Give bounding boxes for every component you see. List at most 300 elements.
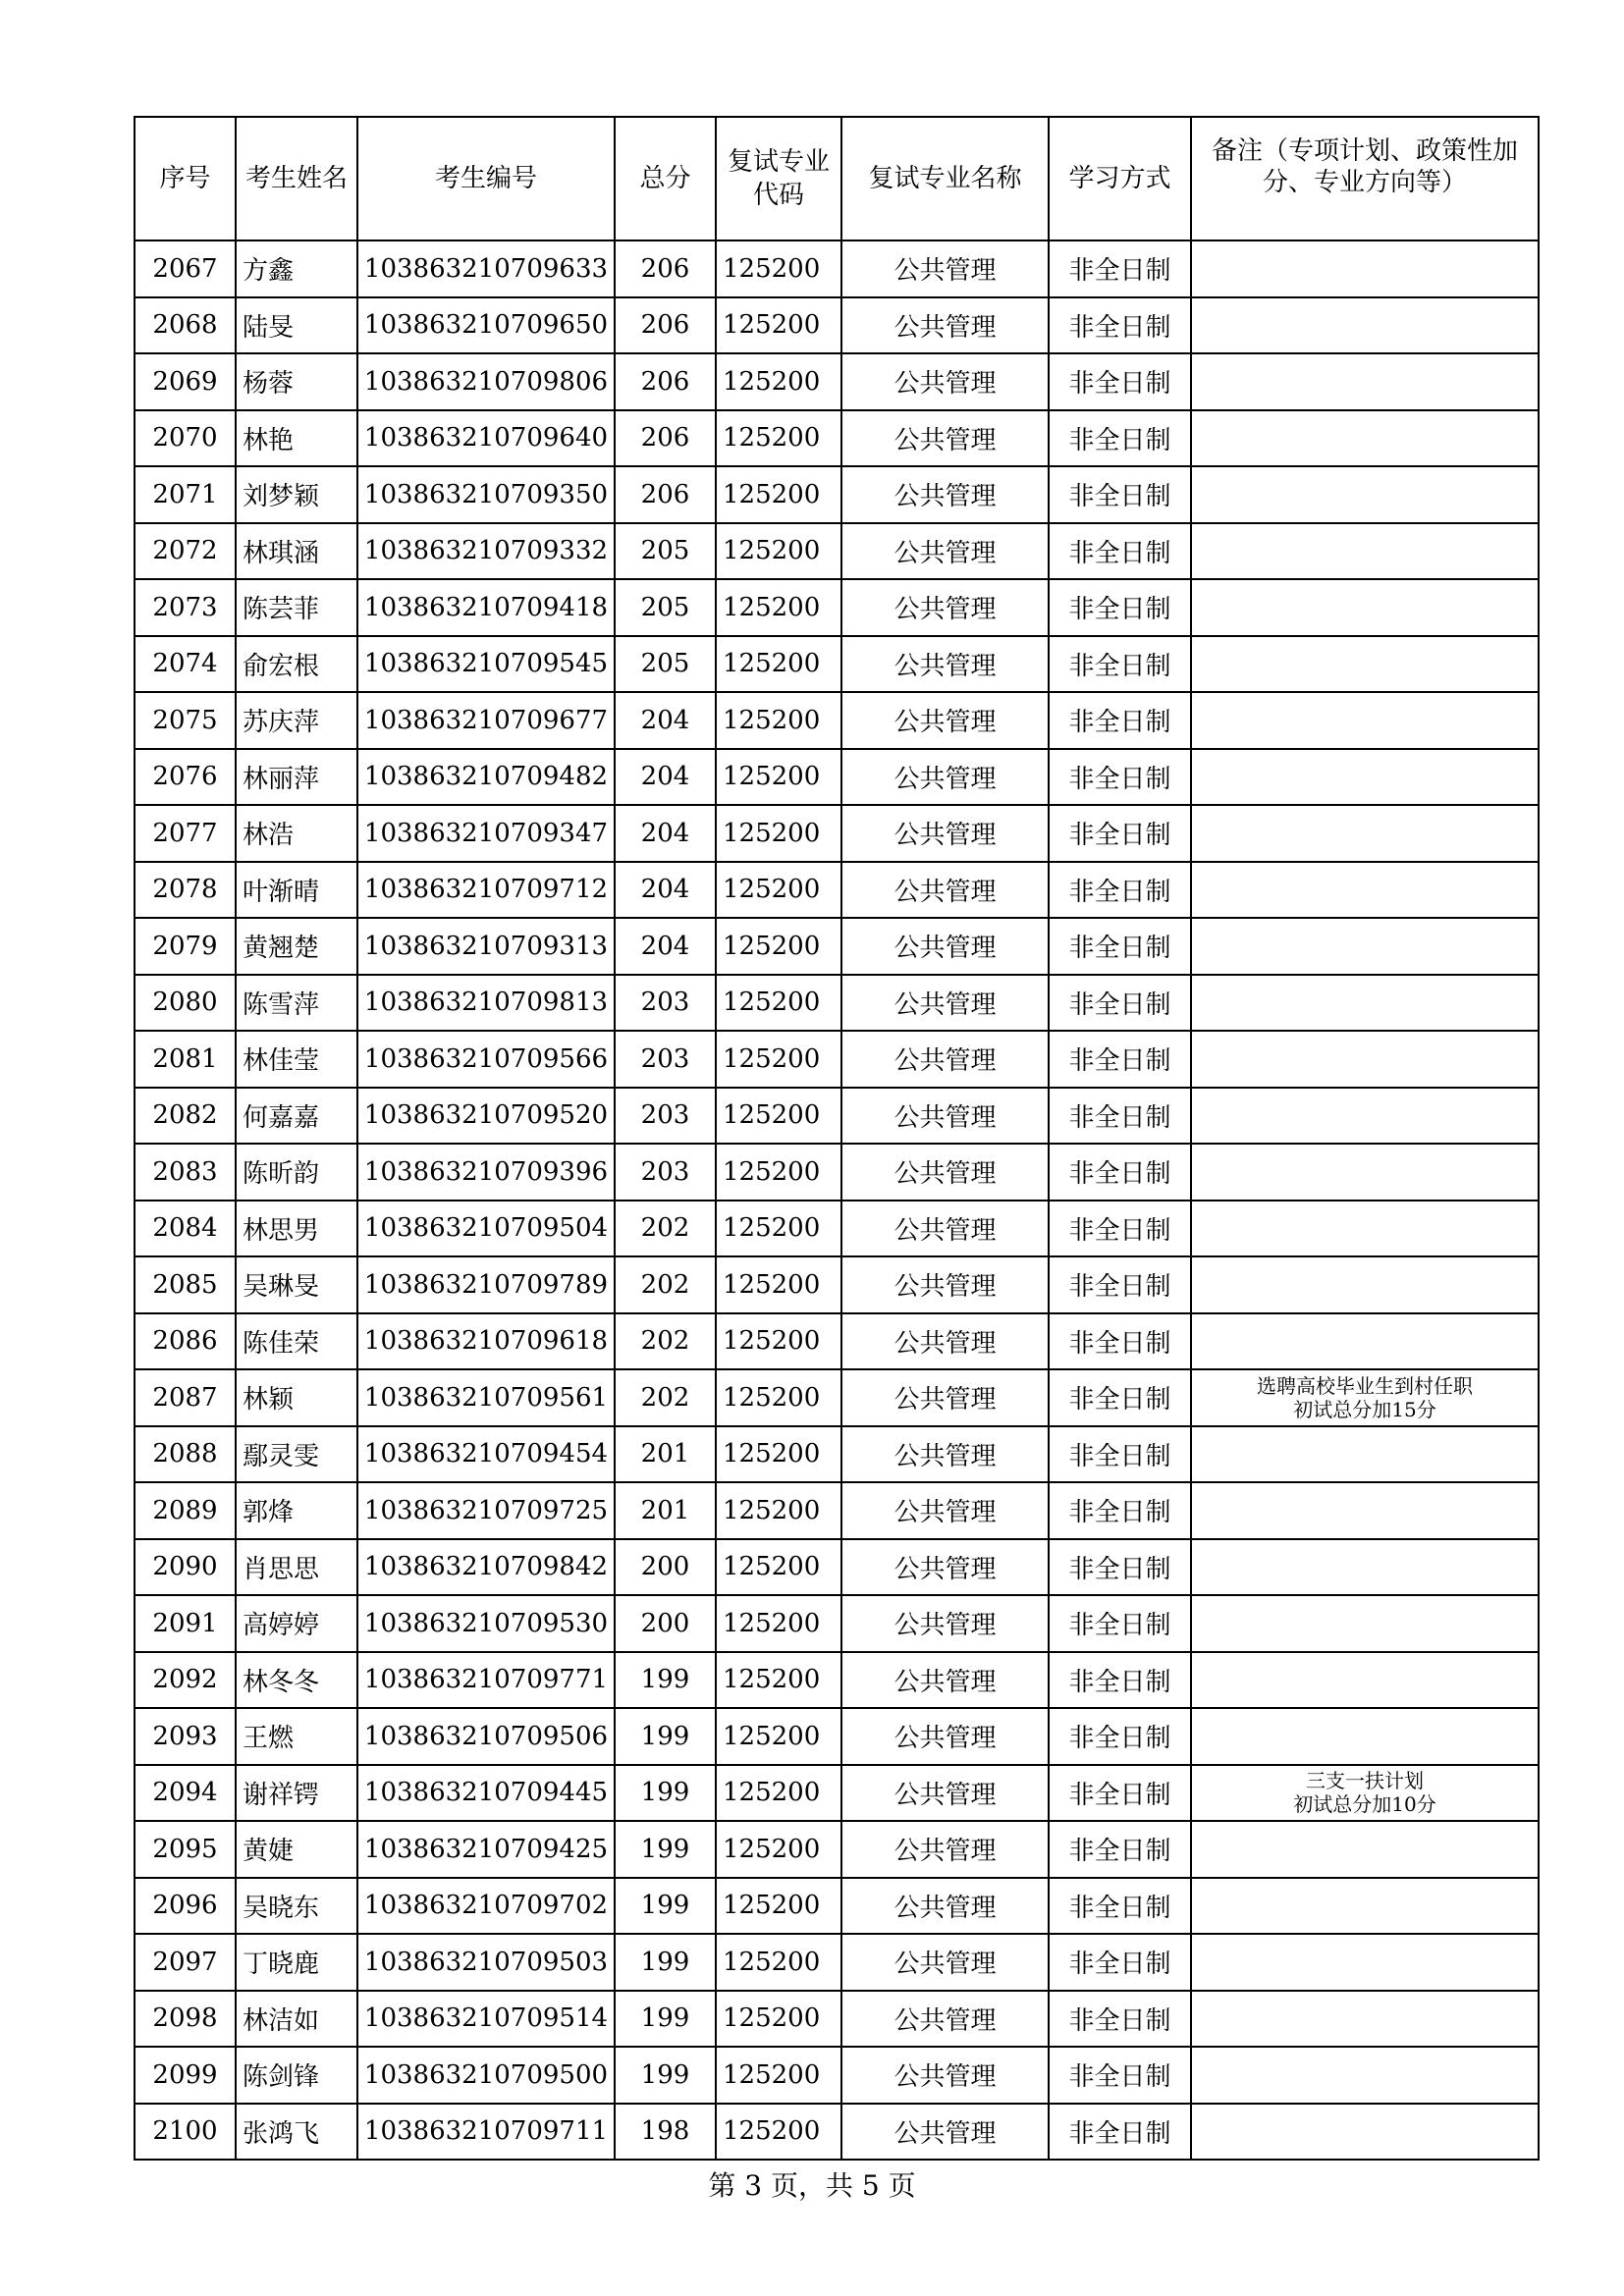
cell-score: 204 bbox=[615, 918, 716, 975]
table-body bbox=[135, 240, 1539, 2160]
table-row bbox=[135, 749, 1539, 806]
cell-name: 杨蓉 bbox=[236, 353, 357, 410]
cell-id: 103863210709711 bbox=[357, 2104, 615, 2161]
cell-major-name: 公共管理 bbox=[841, 410, 1049, 467]
cell-major-name: 公共管理 bbox=[841, 1991, 1049, 2048]
cell-remarks bbox=[1191, 523, 1539, 580]
header-study-mode: 学习方式 bbox=[1049, 117, 1191, 240]
table-row bbox=[135, 240, 1539, 297]
cell-remarks bbox=[1191, 1426, 1539, 1483]
cell-id: 103863210709530 bbox=[357, 1595, 615, 1652]
table-row bbox=[135, 523, 1539, 580]
cell-major-name: 公共管理 bbox=[841, 240, 1049, 297]
cell-major-code: 125200 bbox=[716, 1482, 841, 1539]
cell-name: 林颖 bbox=[236, 1369, 357, 1426]
cell-major-name: 公共管理 bbox=[841, 918, 1049, 975]
table-row bbox=[135, 579, 1539, 636]
cell-major-name: 公共管理 bbox=[841, 975, 1049, 1032]
cell-id: 103863210709482 bbox=[357, 749, 615, 806]
cell-seq: 2072 bbox=[135, 523, 236, 580]
cell-score: 203 bbox=[615, 1031, 716, 1088]
cell-id: 103863210709725 bbox=[357, 1482, 615, 1539]
cell-study-mode: 非全日制 bbox=[1049, 1539, 1191, 1596]
cell-score: 206 bbox=[615, 410, 716, 467]
cell-major-code: 125200 bbox=[716, 1201, 841, 1257]
cell-major-code: 125200 bbox=[716, 692, 841, 749]
cell-major-name: 公共管理 bbox=[841, 1088, 1049, 1145]
table-row bbox=[135, 1201, 1539, 1257]
cell-study-mode: 非全日制 bbox=[1049, 1821, 1191, 1878]
cell-seq: 2091 bbox=[135, 1595, 236, 1652]
table-row bbox=[135, 805, 1539, 862]
cell-score: 206 bbox=[615, 353, 716, 410]
cell-name: 刘梦颖 bbox=[236, 466, 357, 523]
cell-major-code: 125200 bbox=[716, 1256, 841, 1313]
cell-id: 103863210709347 bbox=[357, 805, 615, 862]
cell-id: 103863210709842 bbox=[357, 1539, 615, 1596]
cell-study-mode: 非全日制 bbox=[1049, 2047, 1191, 2104]
cell-seq: 2071 bbox=[135, 466, 236, 523]
cell-remarks bbox=[1191, 240, 1539, 297]
table-row bbox=[135, 410, 1539, 467]
cell-study-mode: 非全日制 bbox=[1049, 749, 1191, 806]
cell-major-code: 125200 bbox=[716, 579, 841, 636]
cell-id: 103863210709504 bbox=[357, 1201, 615, 1257]
cell-major-code: 125200 bbox=[716, 523, 841, 580]
cell-remarks bbox=[1191, 1934, 1539, 1991]
cell-study-mode: 非全日制 bbox=[1049, 1031, 1191, 1088]
cell-id: 103863210709813 bbox=[357, 975, 615, 1032]
table-row bbox=[135, 2047, 1539, 2104]
cell-study-mode: 非全日制 bbox=[1049, 918, 1191, 975]
cell-score: 199 bbox=[615, 1765, 716, 1822]
cell-remarks bbox=[1191, 1313, 1539, 1370]
table-row bbox=[135, 466, 1539, 523]
cell-major-name: 公共管理 bbox=[841, 1765, 1049, 1822]
cell-id: 103863210709445 bbox=[357, 1765, 615, 1822]
cell-score: 199 bbox=[615, 1821, 716, 1878]
cell-major-code: 125200 bbox=[716, 353, 841, 410]
table-row bbox=[135, 297, 1539, 354]
cell-score: 199 bbox=[615, 2047, 716, 2104]
cell-remarks bbox=[1191, 1595, 1539, 1652]
cell-study-mode: 非全日制 bbox=[1049, 862, 1191, 919]
cell-remarks bbox=[1191, 466, 1539, 523]
cell-id: 103863210709633 bbox=[357, 240, 615, 297]
cell-remarks bbox=[1191, 1144, 1539, 1201]
cell-remarks bbox=[1191, 1821, 1539, 1878]
cell-id: 103863210709566 bbox=[357, 1031, 615, 1088]
cell-remarks bbox=[1191, 297, 1539, 354]
cell-study-mode: 非全日制 bbox=[1049, 1708, 1191, 1765]
cell-study-mode: 非全日制 bbox=[1049, 1652, 1191, 1709]
cell-seq: 2077 bbox=[135, 805, 236, 862]
cell-id: 103863210709396 bbox=[357, 1144, 615, 1201]
cell-name: 鄢灵雯 bbox=[236, 1426, 357, 1483]
cell-major-code: 125200 bbox=[716, 1934, 841, 1991]
cell-seq: 2096 bbox=[135, 1878, 236, 1935]
cell-id: 103863210709418 bbox=[357, 579, 615, 636]
table-row bbox=[135, 1144, 1539, 1201]
table-row bbox=[135, 636, 1539, 693]
table-row bbox=[135, 1482, 1539, 1539]
cell-score: 199 bbox=[615, 1652, 716, 1709]
cell-id: 103863210709545 bbox=[357, 636, 615, 693]
cell-seq: 2079 bbox=[135, 918, 236, 975]
cell-id: 103863210709454 bbox=[357, 1426, 615, 1483]
cell-name: 苏庆萍 bbox=[236, 692, 357, 749]
header-remarks: 备注（专项计划、政策性加分、专业方向等） bbox=[1191, 117, 1539, 240]
cell-remarks bbox=[1191, 1088, 1539, 1145]
cell-major-name: 公共管理 bbox=[841, 1821, 1049, 1878]
cell-remarks bbox=[1191, 636, 1539, 693]
table-row bbox=[135, 1934, 1539, 1991]
cell-major-name: 公共管理 bbox=[841, 297, 1049, 354]
cell-study-mode: 非全日制 bbox=[1049, 1313, 1191, 1370]
cell-major-code: 125200 bbox=[716, 1708, 841, 1765]
cell-major-name: 公共管理 bbox=[841, 1031, 1049, 1088]
cell-score: 201 bbox=[615, 1482, 716, 1539]
cell-remarks bbox=[1191, 579, 1539, 636]
cell-study-mode: 非全日制 bbox=[1049, 466, 1191, 523]
cell-major-code: 125200 bbox=[716, 1652, 841, 1709]
cell-study-mode: 非全日制 bbox=[1049, 1256, 1191, 1313]
cell-major-code: 125200 bbox=[716, 240, 841, 297]
cell-score: 205 bbox=[615, 523, 716, 580]
cell-id: 103863210709702 bbox=[357, 1878, 615, 1935]
cell-major-name: 公共管理 bbox=[841, 1313, 1049, 1370]
cell-major-name: 公共管理 bbox=[841, 1934, 1049, 1991]
cell-score: 199 bbox=[615, 1991, 716, 2048]
header-seq: 序号 bbox=[135, 117, 236, 240]
cell-name: 陈雪萍 bbox=[236, 975, 357, 1032]
cell-study-mode: 非全日制 bbox=[1049, 636, 1191, 693]
cell-remarks bbox=[1191, 1878, 1539, 1935]
cell-score: 200 bbox=[615, 1539, 716, 1596]
cell-score: 202 bbox=[615, 1201, 716, 1257]
cell-seq: 2086 bbox=[135, 1313, 236, 1370]
cell-name: 林艳 bbox=[236, 410, 357, 467]
cell-score: 203 bbox=[615, 975, 716, 1032]
cell-name: 陈芸菲 bbox=[236, 579, 357, 636]
cell-name: 陈佳荣 bbox=[236, 1313, 357, 1370]
cell-major-name: 公共管理 bbox=[841, 1539, 1049, 1596]
cell-score: 206 bbox=[615, 297, 716, 354]
cell-name: 林思男 bbox=[236, 1201, 357, 1257]
cell-name: 方鑫 bbox=[236, 240, 357, 297]
cell-name: 谢祥锷 bbox=[236, 1765, 357, 1822]
cell-score: 201 bbox=[615, 1426, 716, 1483]
cell-id: 103863210709640 bbox=[357, 410, 615, 467]
cell-score: 205 bbox=[615, 636, 716, 693]
cell-major-name: 公共管理 bbox=[841, 1369, 1049, 1426]
cell-seq: 2080 bbox=[135, 975, 236, 1032]
cell-remarks bbox=[1191, 975, 1539, 1032]
cell-seq: 2088 bbox=[135, 1426, 236, 1483]
cell-remarks bbox=[1191, 1031, 1539, 1088]
cell-score: 204 bbox=[615, 692, 716, 749]
cell-id: 103863210709425 bbox=[357, 1821, 615, 1878]
cell-name: 高婷婷 bbox=[236, 1595, 357, 1652]
cell-name: 陈昕韵 bbox=[236, 1144, 357, 1201]
cell-major-code: 125200 bbox=[716, 975, 841, 1032]
cell-study-mode: 非全日制 bbox=[1049, 805, 1191, 862]
cell-id: 103863210709677 bbox=[357, 692, 615, 749]
cell-major-code: 125200 bbox=[716, 862, 841, 919]
cell-seq: 2084 bbox=[135, 1201, 236, 1257]
cell-major-name: 公共管理 bbox=[841, 1201, 1049, 1257]
table-row bbox=[135, 2104, 1539, 2161]
cell-seq: 2100 bbox=[135, 2104, 236, 2161]
cell-name: 林琪涵 bbox=[236, 523, 357, 580]
cell-remarks bbox=[1191, 1991, 1539, 2048]
cell-major-code: 125200 bbox=[716, 1539, 841, 1596]
cell-remarks: 三支一扶计划 初试总分加10分 bbox=[1191, 1765, 1539, 1822]
cell-remarks bbox=[1191, 2104, 1539, 2161]
cell-score: 203 bbox=[615, 1144, 716, 1201]
cell-major-name: 公共管理 bbox=[841, 2104, 1049, 2161]
table-row bbox=[135, 1426, 1539, 1483]
cell-remarks bbox=[1191, 1652, 1539, 1709]
cell-major-code: 125200 bbox=[716, 749, 841, 806]
cell-score: 199 bbox=[615, 1934, 716, 1991]
header-id: 考生编号 bbox=[357, 117, 615, 240]
header-row bbox=[135, 117, 1539, 240]
cell-id: 103863210709520 bbox=[357, 1088, 615, 1145]
cell-major-code: 125200 bbox=[716, 410, 841, 467]
cell-major-code: 125200 bbox=[716, 636, 841, 693]
table-row bbox=[135, 1765, 1539, 1822]
cell-remarks bbox=[1191, 862, 1539, 919]
cell-id: 103863210709806 bbox=[357, 353, 615, 410]
cell-seq: 2073 bbox=[135, 579, 236, 636]
cell-name: 林丽萍 bbox=[236, 749, 357, 806]
table-row bbox=[135, 862, 1539, 919]
cell-id: 103863210709514 bbox=[357, 1991, 615, 2048]
table-row bbox=[135, 1821, 1539, 1878]
cell-seq: 2069 bbox=[135, 353, 236, 410]
cell-major-code: 125200 bbox=[716, 1821, 841, 1878]
header-major-name: 复试专业名称 bbox=[841, 117, 1049, 240]
cell-major-name: 公共管理 bbox=[841, 1595, 1049, 1652]
cell-remarks bbox=[1191, 353, 1539, 410]
cell-name: 林洁如 bbox=[236, 1991, 357, 2048]
cell-name: 黄婕 bbox=[236, 1821, 357, 1878]
cell-seq: 2099 bbox=[135, 2047, 236, 2104]
table-row bbox=[135, 1595, 1539, 1652]
cell-seq: 2067 bbox=[135, 240, 236, 297]
cell-major-name: 公共管理 bbox=[841, 353, 1049, 410]
cell-study-mode: 非全日制 bbox=[1049, 240, 1191, 297]
cell-name: 王燃 bbox=[236, 1708, 357, 1765]
cell-id: 103863210709789 bbox=[357, 1256, 615, 1313]
cell-remarks bbox=[1191, 1482, 1539, 1539]
cell-id: 103863210709350 bbox=[357, 466, 615, 523]
header-name: 考生姓名 bbox=[236, 117, 357, 240]
cell-study-mode: 非全日制 bbox=[1049, 1765, 1191, 1822]
cell-name: 林佳莹 bbox=[236, 1031, 357, 1088]
cell-study-mode: 非全日制 bbox=[1049, 1595, 1191, 1652]
cell-major-code: 125200 bbox=[716, 1878, 841, 1935]
cell-seq: 2081 bbox=[135, 1031, 236, 1088]
table-row bbox=[135, 1031, 1539, 1088]
cell-score: 199 bbox=[615, 1878, 716, 1935]
cell-id: 103863210709506 bbox=[357, 1708, 615, 1765]
cell-score: 202 bbox=[615, 1313, 716, 1370]
cell-score: 198 bbox=[615, 2104, 716, 2161]
header-score: 总分 bbox=[615, 117, 716, 240]
cell-study-mode: 非全日制 bbox=[1049, 1934, 1191, 1991]
cell-remarks bbox=[1191, 1201, 1539, 1257]
cell-major-name: 公共管理 bbox=[841, 692, 1049, 749]
cell-name: 叶渐晴 bbox=[236, 862, 357, 919]
cell-major-name: 公共管理 bbox=[841, 1256, 1049, 1313]
cell-major-code: 125200 bbox=[716, 1088, 841, 1145]
cell-score: 203 bbox=[615, 1088, 716, 1145]
cell-score: 199 bbox=[615, 1708, 716, 1765]
cell-remarks bbox=[1191, 1708, 1539, 1765]
cell-study-mode: 非全日制 bbox=[1049, 1482, 1191, 1539]
cell-seq: 2076 bbox=[135, 749, 236, 806]
header-major-code: 复试专业代码 bbox=[716, 117, 841, 240]
table-row bbox=[135, 1088, 1539, 1145]
cell-major-name: 公共管理 bbox=[841, 2047, 1049, 2104]
cell-id: 103863210709618 bbox=[357, 1313, 615, 1370]
cell-seq: 2083 bbox=[135, 1144, 236, 1201]
cell-name: 何嘉嘉 bbox=[236, 1088, 357, 1145]
cell-study-mode: 非全日制 bbox=[1049, 1201, 1191, 1257]
table-row bbox=[135, 1256, 1539, 1313]
cell-id: 103863210709561 bbox=[357, 1369, 615, 1426]
table-row bbox=[135, 1878, 1539, 1935]
cell-id: 103863210709650 bbox=[357, 297, 615, 354]
cell-seq: 2092 bbox=[135, 1652, 236, 1709]
cell-seq: 2068 bbox=[135, 297, 236, 354]
cell-study-mode: 非全日制 bbox=[1049, 410, 1191, 467]
cell-score: 204 bbox=[615, 749, 716, 806]
cell-id: 103863210709712 bbox=[357, 862, 615, 919]
cell-name: 肖思思 bbox=[236, 1539, 357, 1596]
cell-remarks bbox=[1191, 1256, 1539, 1313]
cell-score: 200 bbox=[615, 1595, 716, 1652]
cell-major-code: 125200 bbox=[716, 297, 841, 354]
cell-seq: 2074 bbox=[135, 636, 236, 693]
page-footer: 第 3 页，共 5 页 bbox=[708, 2169, 916, 2202]
cell-seq: 2075 bbox=[135, 692, 236, 749]
cell-study-mode: 非全日制 bbox=[1049, 692, 1191, 749]
cell-id: 103863210709313 bbox=[357, 918, 615, 975]
table-row bbox=[135, 1991, 1539, 2048]
cell-study-mode: 非全日制 bbox=[1049, 2104, 1191, 2161]
cell-major-code: 125200 bbox=[716, 1031, 841, 1088]
cell-study-mode: 非全日制 bbox=[1049, 579, 1191, 636]
cell-study-mode: 非全日制 bbox=[1049, 1991, 1191, 2048]
cell-seq: 2095 bbox=[135, 1821, 236, 1878]
cell-major-code: 125200 bbox=[716, 1313, 841, 1370]
cell-major-code: 125200 bbox=[716, 1369, 841, 1426]
cell-score: 204 bbox=[615, 805, 716, 862]
cell-major-code: 125200 bbox=[716, 2104, 841, 2161]
cell-major-code: 125200 bbox=[716, 466, 841, 523]
cell-major-name: 公共管理 bbox=[841, 466, 1049, 523]
cell-major-name: 公共管理 bbox=[841, 862, 1049, 919]
cell-name: 林冬冬 bbox=[236, 1652, 357, 1709]
cell-remarks bbox=[1191, 749, 1539, 806]
cell-major-name: 公共管理 bbox=[841, 579, 1049, 636]
cell-major-name: 公共管理 bbox=[841, 636, 1049, 693]
cell-major-code: 125200 bbox=[716, 1595, 841, 1652]
cell-study-mode: 非全日制 bbox=[1049, 297, 1191, 354]
table-row bbox=[135, 1369, 1539, 1426]
cell-study-mode: 非全日制 bbox=[1049, 1878, 1191, 1935]
cell-major-name: 公共管理 bbox=[841, 805, 1049, 862]
cell-score: 202 bbox=[615, 1369, 716, 1426]
cell-major-code: 125200 bbox=[716, 1144, 841, 1201]
cell-major-code: 125200 bbox=[716, 1765, 841, 1822]
cell-major-name: 公共管理 bbox=[841, 523, 1049, 580]
cell-name: 张鸿飞 bbox=[236, 2104, 357, 2161]
cell-major-name: 公共管理 bbox=[841, 1482, 1049, 1539]
cell-remarks bbox=[1191, 692, 1539, 749]
cell-seq: 2078 bbox=[135, 862, 236, 919]
cell-major-code: 125200 bbox=[716, 1991, 841, 2048]
table-row bbox=[135, 975, 1539, 1032]
cell-seq: 2097 bbox=[135, 1934, 236, 1991]
cell-name: 吴晓东 bbox=[236, 1878, 357, 1935]
cell-major-name: 公共管理 bbox=[841, 1878, 1049, 1935]
cell-seq: 2098 bbox=[135, 1991, 236, 2048]
admission-table bbox=[134, 116, 1540, 2161]
cell-remarks bbox=[1191, 2047, 1539, 2104]
cell-study-mode: 非全日制 bbox=[1049, 1088, 1191, 1145]
cell-name: 陆旻 bbox=[236, 297, 357, 354]
table-row bbox=[135, 1313, 1539, 1370]
cell-score: 206 bbox=[615, 240, 716, 297]
cell-seq: 2094 bbox=[135, 1765, 236, 1822]
cell-seq: 2082 bbox=[135, 1088, 236, 1145]
cell-major-name: 公共管理 bbox=[841, 749, 1049, 806]
cell-study-mode: 非全日制 bbox=[1049, 353, 1191, 410]
cell-major-name: 公共管理 bbox=[841, 1652, 1049, 1709]
table-row bbox=[135, 692, 1539, 749]
cell-remarks bbox=[1191, 1539, 1539, 1596]
cell-name: 丁晓鹿 bbox=[236, 1934, 357, 1991]
cell-remarks bbox=[1191, 918, 1539, 975]
cell-name: 郭烽 bbox=[236, 1482, 357, 1539]
cell-name: 黄翘楚 bbox=[236, 918, 357, 975]
cell-name: 俞宏根 bbox=[236, 636, 357, 693]
cell-id: 103863210709771 bbox=[357, 1652, 615, 1709]
cell-study-mode: 非全日制 bbox=[1049, 523, 1191, 580]
cell-id: 103863210709503 bbox=[357, 1934, 615, 1991]
cell-name: 陈剑锋 bbox=[236, 2047, 357, 2104]
table-row bbox=[135, 1708, 1539, 1765]
cell-seq: 2087 bbox=[135, 1369, 236, 1426]
cell-major-name: 公共管理 bbox=[841, 1708, 1049, 1765]
cell-remarks bbox=[1191, 410, 1539, 467]
table-row bbox=[135, 918, 1539, 975]
cell-remarks bbox=[1191, 805, 1539, 862]
cell-id: 103863210709500 bbox=[357, 2047, 615, 2104]
cell-study-mode: 非全日制 bbox=[1049, 1369, 1191, 1426]
cell-study-mode: 非全日制 bbox=[1049, 1144, 1191, 1201]
table-row bbox=[135, 1539, 1539, 1596]
cell-score: 206 bbox=[615, 466, 716, 523]
cell-score: 205 bbox=[615, 579, 716, 636]
cell-seq: 2070 bbox=[135, 410, 236, 467]
cell-seq: 2089 bbox=[135, 1482, 236, 1539]
cell-score: 202 bbox=[615, 1256, 716, 1313]
